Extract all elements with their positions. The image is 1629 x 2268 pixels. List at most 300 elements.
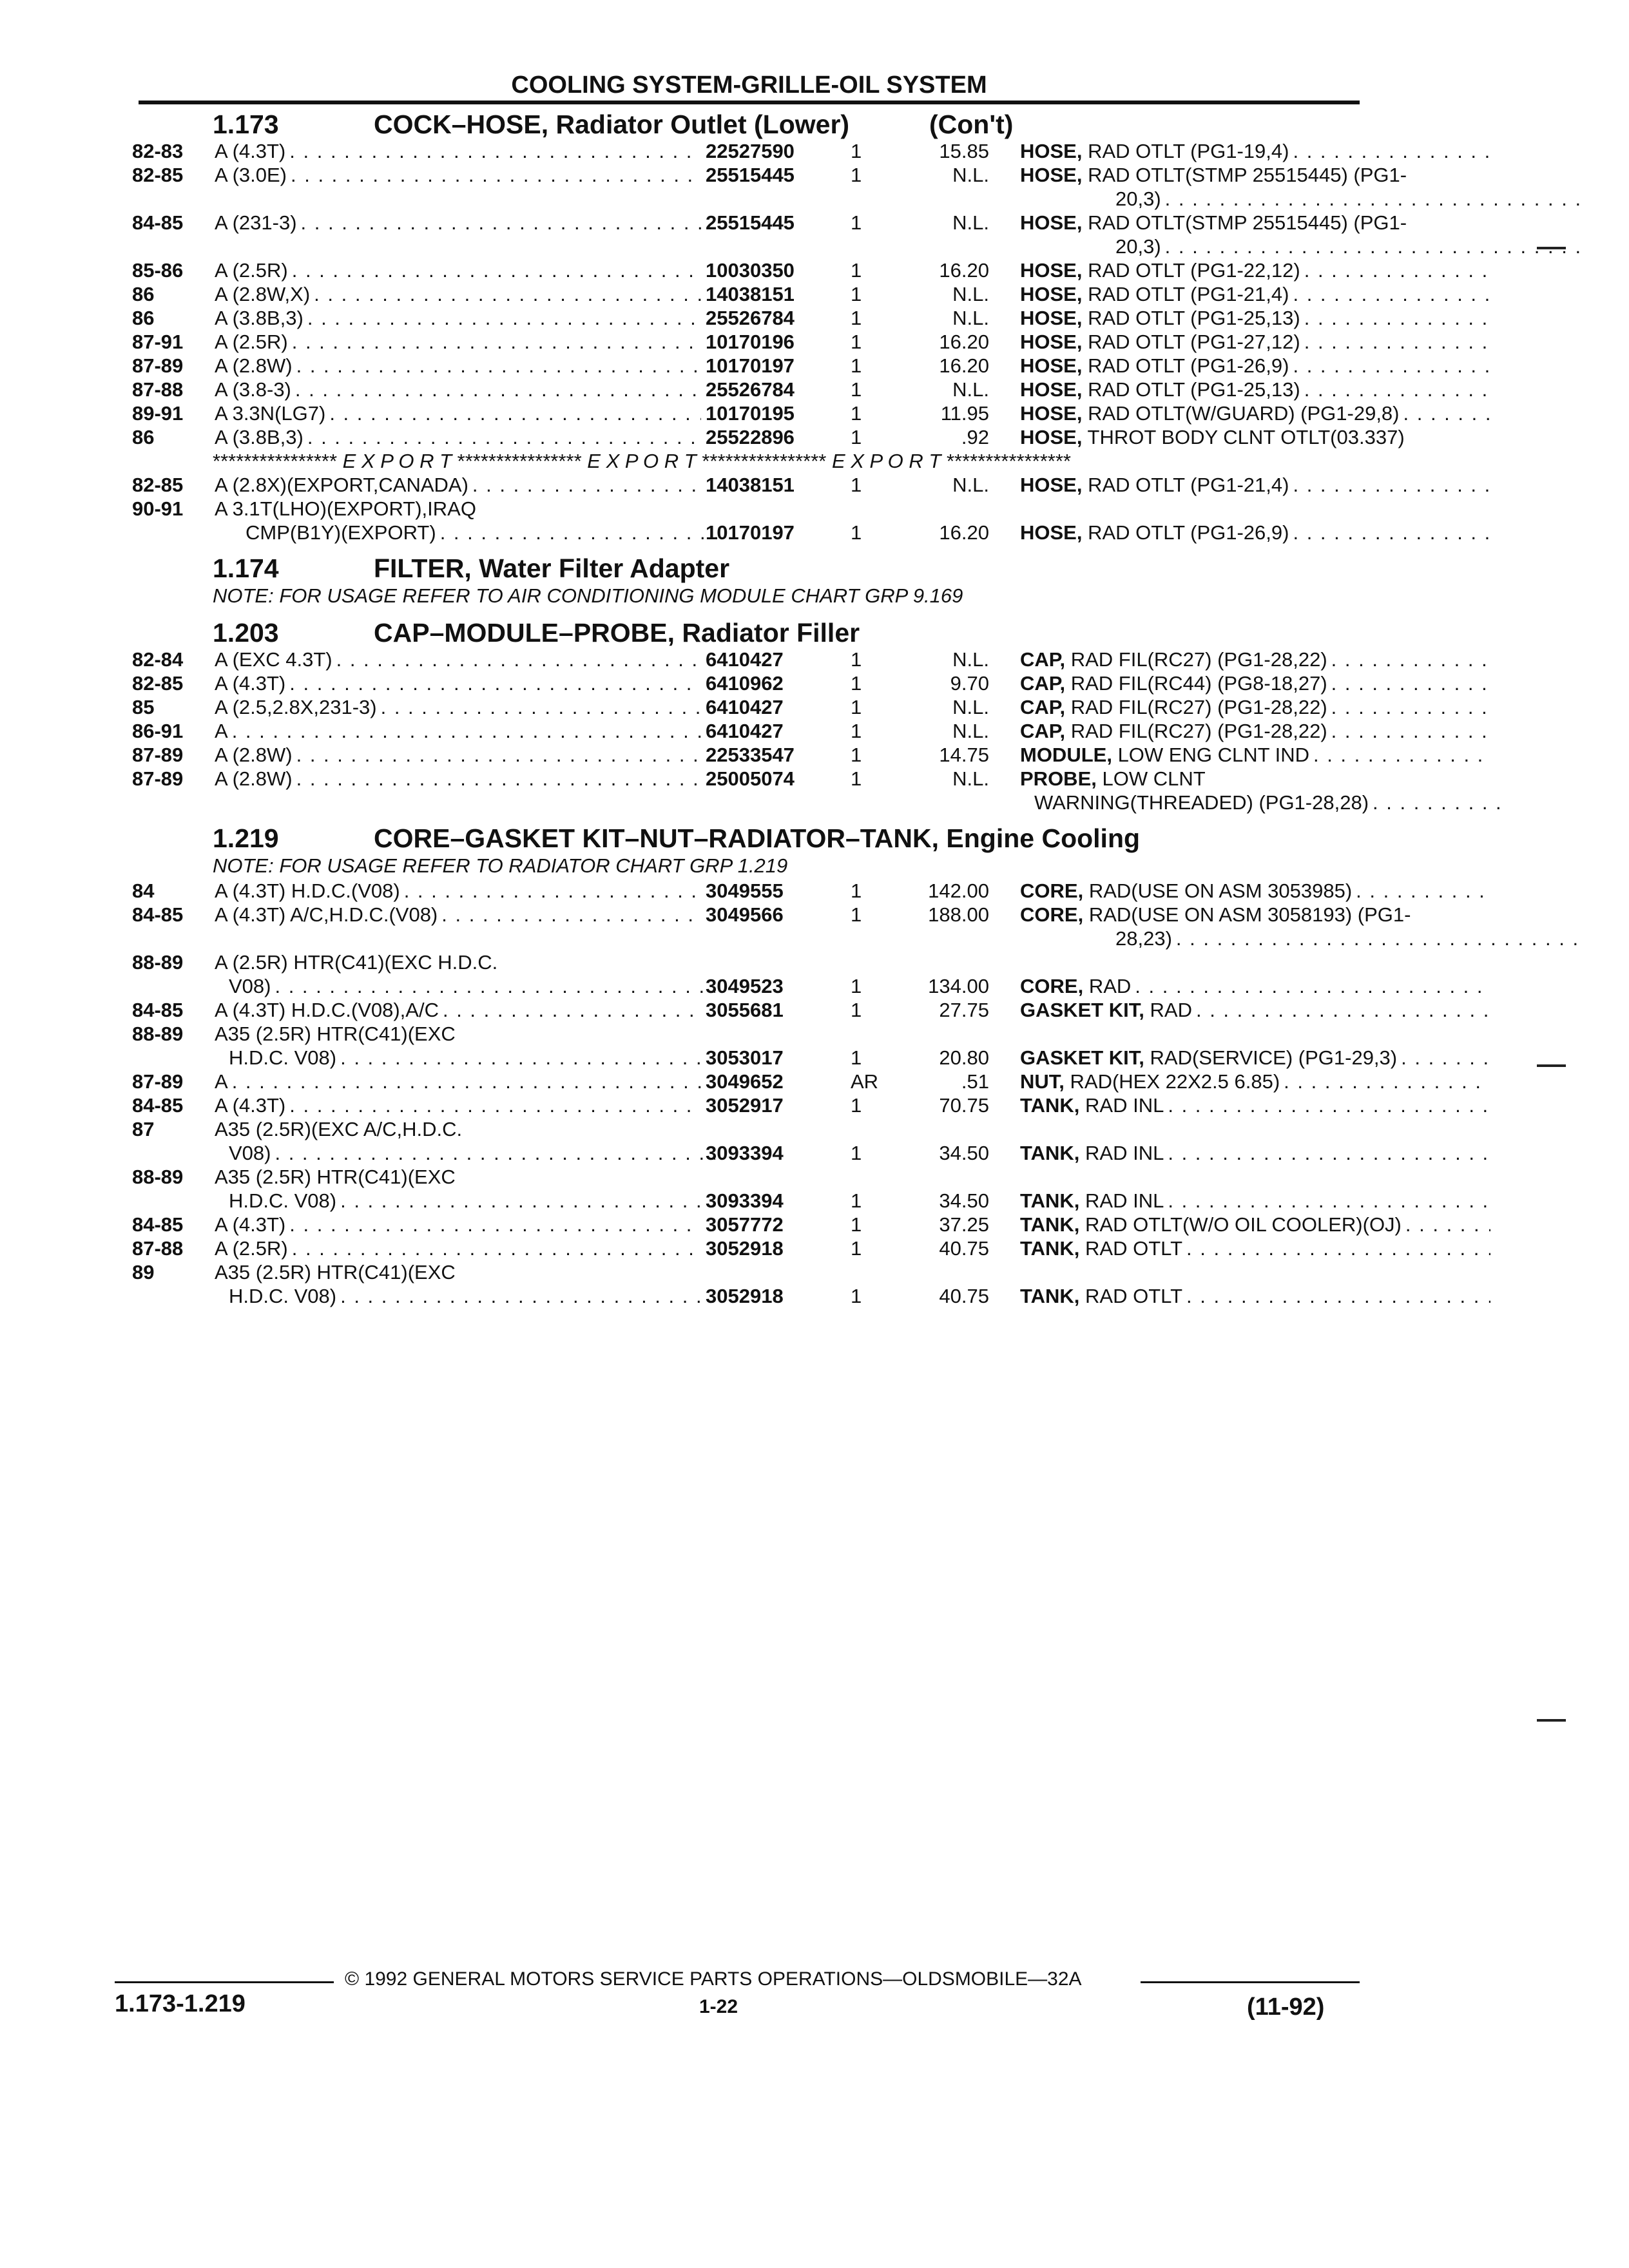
part-name (1020, 354, 1490, 378)
part-noun: CORE, (1020, 879, 1084, 902)
price: 16.20 (939, 331, 989, 353)
usage-line (215, 879, 701, 903)
part-name-line (1020, 235, 1586, 258)
leader-dots (1405, 1213, 1490, 1236)
price: 134.00 (928, 975, 989, 997)
part-name (1020, 998, 1490, 1022)
part-name (1020, 282, 1490, 306)
part-name-line (1020, 648, 1490, 671)
part-detail: RAD OTLT (PG1-21,4) (1088, 283, 1289, 305)
part-name-text (1020, 473, 1289, 497)
part-number: 3053017 (706, 1046, 784, 1069)
part-number: 25526784 (706, 378, 795, 401)
price: 15.85 (939, 140, 989, 162)
usage-text: A35 (2.5R) HTR(C41)(EXC (215, 1166, 456, 1188)
usage-text: A (4.3T) (215, 140, 286, 162)
model-years: 84 (132, 879, 155, 902)
part-name (1020, 743, 1490, 767)
usage-line (215, 1284, 715, 1308)
part-noun: HOSE, (1020, 354, 1083, 377)
leader-dots (1403, 401, 1491, 425)
leader-dots (1168, 1189, 1490, 1213)
leader-dots (1331, 695, 1490, 719)
part-detail: RAD OTLT(W/GUARD) (PG1-29,8) (1088, 402, 1400, 425)
quantity: 1 (851, 283, 862, 305)
part-number: 25515445 (706, 211, 795, 234)
section-number: 1.203 (213, 618, 279, 648)
part-name-text (1020, 282, 1289, 306)
part-name-line (1020, 187, 1586, 211)
part-detail: RAD OTLT (PG1-26,9) (1088, 521, 1289, 544)
leader-dots (340, 1046, 715, 1070)
leader-dots (1293, 473, 1490, 497)
usage-line (215, 1260, 701, 1284)
usage-description (215, 903, 701, 927)
part-number: 10170196 (706, 331, 795, 353)
part-name-text (1020, 1141, 1164, 1165)
model-years: 87-89 (132, 767, 184, 790)
quantity: 1 (851, 648, 862, 671)
quantity: 1 (851, 1046, 862, 1069)
part-name (1020, 767, 1490, 814)
usage-note: NOTE: FOR USAGE REFER TO AIR CONDITIONING MODULE CHART GRP 9.169 (213, 584, 963, 607)
price: 142.00 (928, 879, 989, 902)
usage-text: A (215, 720, 228, 742)
leader-dots (307, 306, 701, 330)
model-years: 84-85 (132, 1094, 184, 1117)
part-noun: HOSE, (1020, 474, 1083, 496)
part-number: 3093394 (706, 1142, 784, 1164)
usage-description (215, 282, 701, 306)
part-detail: RAD FIL(RC27) (PG1-28,22) (1070, 648, 1327, 671)
usage-description (215, 695, 701, 719)
part-name-text (1020, 1284, 1182, 1308)
part-name-line (1020, 903, 1490, 927)
price: .51 (961, 1070, 989, 1093)
quantity: 1 (851, 474, 862, 496)
part-name-text (1020, 1070, 1280, 1093)
quantity: 1 (851, 1189, 862, 1212)
part-name-line (1020, 695, 1490, 719)
quantity: 1 (851, 378, 862, 401)
leader-dots (1304, 330, 1490, 354)
usage-description (215, 211, 701, 235)
part-number: 3049555 (706, 879, 784, 902)
model-years: 84-85 (132, 999, 184, 1021)
usage-description (215, 139, 701, 163)
leader-dots (292, 1236, 701, 1260)
price: N.L. (952, 283, 989, 305)
usage-description (215, 671, 701, 695)
part-name-line (1020, 791, 1505, 814)
usage-description (215, 1070, 701, 1093)
leader-dots (1331, 671, 1490, 695)
usage-text: A35 (2.5R)(EXC A/C,H.D.C. (215, 1118, 463, 1140)
part-name-line (1020, 998, 1490, 1022)
part-name-line (1020, 1213, 1490, 1236)
usage-text: A35 (2.5R) HTR(C41)(EXC (215, 1023, 456, 1045)
usage-line (215, 211, 701, 235)
price: 34.50 (939, 1142, 989, 1164)
model-years: 88-89 (132, 1166, 184, 1188)
price: N.L. (952, 164, 989, 186)
part-name-text (1020, 719, 1327, 743)
quantity: 1 (851, 331, 862, 353)
part-number: 25526784 (706, 307, 795, 329)
leader-dots (1304, 258, 1490, 282)
model-years: 87-89 (132, 1070, 184, 1093)
price: 9.70 (950, 672, 989, 695)
leader-dots (289, 671, 701, 695)
leader-dots (1186, 1284, 1490, 1308)
part-name-text (1020, 1093, 1164, 1117)
quantity: 1 (851, 1285, 862, 1307)
section-title: COCK–HOSE, Radiator Outlet (Lower) (374, 110, 850, 139)
model-years: 87-88 (132, 378, 184, 401)
quantity: 1 (851, 402, 862, 425)
model-years: 86 (132, 307, 155, 329)
footer-rule-left (115, 1981, 334, 1983)
part-name-text (1020, 974, 1131, 998)
leader-dots (295, 378, 701, 401)
leader-dots (440, 521, 732, 544)
leader-dots (1284, 1070, 1490, 1093)
part-name-line (1020, 1284, 1490, 1308)
model-years: 87-91 (132, 331, 184, 353)
price: 188.00 (928, 903, 989, 926)
part-name-line (1020, 743, 1490, 767)
part-number: 22533547 (706, 744, 795, 766)
part-name-line (1020, 1046, 1490, 1070)
usage-line (215, 521, 732, 544)
model-years: 82-85 (132, 474, 184, 496)
part-noun: HOSE, (1020, 211, 1083, 234)
part-name-text (1020, 1046, 1397, 1070)
part-number: 14038151 (706, 283, 795, 305)
part-detail: RAD INL (1085, 1189, 1164, 1212)
part-noun: HOSE, (1020, 140, 1083, 162)
part-number: 10030350 (706, 259, 795, 282)
leader-dots (301, 211, 701, 235)
leader-dots (443, 998, 701, 1022)
leader-dots (1293, 521, 1490, 544)
usage-text: A (EXC 4.3T) (215, 648, 333, 671)
usage-description (215, 306, 701, 330)
price: 70.75 (939, 1094, 989, 1117)
leader-dots (289, 1213, 701, 1236)
part-noun: TANK, (1020, 1237, 1080, 1260)
section-title: CORE–GASKET KIT–NUT–RADIATOR–TANK, Engine Cooling (374, 823, 1141, 853)
usage-description (215, 767, 701, 791)
part-name-line (1020, 401, 1490, 425)
leader-dots (1373, 791, 1505, 814)
price: N.L. (952, 767, 989, 790)
usage-description (215, 401, 701, 425)
usage-description (215, 258, 701, 282)
usage-description (215, 1117, 701, 1165)
usage-text: V08) (229, 1142, 271, 1164)
part-noun: CORE, (1020, 903, 1084, 926)
part-detail: RAD INL (1085, 1094, 1164, 1117)
usage-line (215, 425, 701, 449)
part-name (1020, 648, 1490, 671)
part-number: 3057772 (706, 1213, 784, 1236)
usage-text: A (4.3T) (215, 672, 286, 695)
usage-description (215, 743, 701, 767)
quantity: 1 (851, 426, 862, 448)
usage-line (215, 330, 701, 354)
quantity: 1 (851, 1094, 862, 1117)
leader-dots (296, 354, 701, 378)
quantity: 1 (851, 879, 862, 902)
part-noun: HOSE, (1020, 259, 1083, 282)
usage-description (215, 330, 701, 354)
usage-line (215, 258, 701, 282)
revision-date: (11-92) (1247, 1994, 1325, 2021)
model-years: 88-89 (132, 951, 184, 974)
part-noun: HOSE, (1020, 402, 1083, 425)
usage-line (215, 767, 701, 791)
leader-dots (289, 139, 701, 163)
price: 11.95 (940, 402, 989, 425)
part-detail: LOW CLNT (1102, 767, 1206, 790)
leader-dots (275, 1141, 715, 1165)
part-name-line (1020, 1189, 1490, 1213)
price: N.L. (952, 378, 989, 401)
part-noun: HOSE, (1020, 426, 1083, 448)
leader-dots (1176, 927, 1586, 950)
part-name (1020, 401, 1490, 425)
leader-dots (1331, 719, 1490, 743)
leader-dots (1293, 139, 1490, 163)
part-detail: RAD OTLT (PG1-21,4) (1088, 474, 1289, 496)
part-number: 6410427 (706, 648, 784, 671)
usage-text: A (4.3T) H.D.C.(V08),A/C (215, 999, 439, 1021)
usage-text: A (2.5R) (215, 1237, 288, 1260)
usage-description (215, 497, 701, 544)
usage-description (215, 473, 701, 497)
part-name-line (1020, 473, 1490, 497)
part-noun: CAP, (1020, 672, 1066, 695)
leader-dots (1304, 306, 1490, 330)
part-name (1020, 1141, 1490, 1165)
usage-description (215, 879, 701, 903)
model-years: 88-89 (132, 1023, 184, 1045)
leader-dots (1313, 743, 1490, 767)
part-number: 10170195 (706, 402, 795, 425)
usage-text: A (2.5R) (215, 259, 288, 282)
part-number: 6410962 (706, 672, 784, 695)
usage-line (215, 1189, 715, 1213)
part-name-text (1020, 1189, 1164, 1213)
usage-text: A (2.8X)(EXPORT,CANADA) (215, 474, 468, 496)
margin-tick (1537, 1064, 1566, 1067)
quantity: 1 (851, 672, 862, 695)
usage-description (215, 648, 701, 671)
part-name-text (1020, 903, 1411, 927)
part-name (1020, 1284, 1490, 1308)
part-name (1020, 1093, 1490, 1117)
model-years: 85 (132, 696, 155, 718)
leader-dots (275, 974, 715, 998)
part-noun: TANK, (1020, 1285, 1080, 1307)
usage-text: A (4.3T) H.D.C.(V08) (215, 879, 400, 902)
usage-line (215, 163, 701, 187)
part-detail: RAD(USE ON ASM 3053985) (1088, 879, 1353, 902)
price: 27.75 (939, 999, 989, 1021)
part-name-text (1020, 767, 1206, 791)
usage-line (215, 401, 701, 425)
usage-line (215, 354, 701, 378)
usage-line (215, 671, 701, 695)
usage-description (215, 1165, 701, 1213)
part-name (1020, 425, 1490, 449)
leader-dots (1401, 1046, 1490, 1070)
usage-text: V08) (229, 975, 271, 997)
usage-line (215, 1213, 701, 1236)
part-name-text (1020, 139, 1289, 163)
usage-line (215, 282, 701, 306)
part-noun: HOSE, (1020, 283, 1083, 305)
usage-text: A (2.8W) (215, 354, 293, 377)
part-name-text (1020, 998, 1192, 1022)
part-name (1020, 378, 1490, 401)
usage-description (215, 1236, 701, 1260)
usage-text: A 3.1T(LHO)(EXPORT),IRAQ (215, 497, 476, 520)
quantity: 1 (851, 259, 862, 282)
usage-line (215, 903, 701, 927)
export-label: E X P O R T (831, 450, 941, 472)
part-name (1020, 139, 1490, 163)
price: N.L. (952, 696, 989, 718)
usage-line (215, 1165, 701, 1189)
part-name (1020, 473, 1490, 497)
model-years: 87-88 (132, 1237, 184, 1260)
quantity: 1 (851, 164, 862, 186)
part-detail: RAD INL (1085, 1142, 1164, 1164)
section-title: CAP–MODULE–PROBE, Radiator Filler (374, 618, 860, 648)
quantity: 1 (851, 354, 862, 377)
usage-text: CMP(B1Y)(EXPORT) (246, 521, 436, 544)
quantity: 1 (851, 307, 862, 329)
leader-dots (1168, 1093, 1490, 1117)
part-name-text (1020, 1236, 1182, 1260)
usage-text: A (2.8W) (215, 744, 293, 766)
leader-dots (292, 330, 701, 354)
usage-line (215, 743, 701, 767)
part-name-text (1020, 879, 1352, 903)
part-detail: RAD OTLT (PG1-26,9) (1088, 354, 1289, 377)
leader-dots (232, 719, 701, 743)
part-number: 3049566 (706, 903, 784, 926)
part-number: 6410427 (706, 720, 784, 742)
part-noun: HOSE, (1020, 331, 1083, 353)
part-name (1020, 1189, 1490, 1213)
model-years: 86 (132, 283, 155, 305)
model-years: 82-83 (132, 140, 184, 162)
part-name (1020, 521, 1490, 544)
price: 16.20 (939, 354, 989, 377)
leader-dots (1135, 974, 1490, 998)
part-name-text: 20,3) (1115, 187, 1161, 210)
part-detail: RAD OTLT (PG1-19,4) (1088, 140, 1289, 162)
part-detail: RAD OTLT (1085, 1285, 1183, 1307)
leader-dots (314, 282, 701, 306)
price: 37.25 (939, 1213, 989, 1236)
usage-text: A35 (2.5R) HTR(C41)(EXC (215, 1261, 456, 1283)
part-name-text (1020, 695, 1327, 719)
leader-dots (1168, 1141, 1490, 1165)
usage-line (215, 974, 715, 998)
usage-description (215, 1260, 701, 1308)
model-years: 87-89 (132, 354, 184, 377)
part-noun: MODULE, (1020, 744, 1112, 766)
price: N.L. (952, 307, 989, 329)
part-name (1020, 671, 1490, 695)
part-name-text: WARNING(THREADED) (PG1-28,28) (1034, 791, 1369, 814)
part-noun: CAP, (1020, 696, 1066, 718)
part-name (1020, 1070, 1490, 1093)
part-detail: RAD(HEX 22X2.5 6.85) (1070, 1070, 1280, 1093)
part-name-line (1020, 258, 1490, 282)
price: N.L. (952, 474, 989, 496)
part-detail: RAD OTLT(STMP 25515445) (PG1- (1088, 164, 1407, 186)
part-number: 3052918 (706, 1285, 784, 1307)
price: N.L. (952, 720, 989, 742)
part-number: 14038151 (706, 474, 795, 496)
part-name-text (1020, 306, 1300, 330)
leader-dots (296, 743, 701, 767)
part-name-line (1020, 1236, 1490, 1260)
usage-description (215, 1093, 701, 1117)
part-detail: RAD FIL(RC44) (PG8-18,27) (1070, 672, 1327, 695)
model-years: 82-84 (132, 648, 184, 671)
leader-dots (1304, 378, 1490, 401)
leader-dots (1165, 187, 1586, 211)
usage-line (215, 1046, 715, 1070)
usage-line (215, 1093, 701, 1117)
quantity: 1 (851, 720, 862, 742)
part-detail: RAD OTLT(STMP 25515445) (PG1- (1088, 211, 1407, 234)
usage-text: A (2.5,2.8X,231-3) (215, 696, 377, 718)
export-label: E X P O R T (587, 450, 697, 472)
price: 16.20 (939, 259, 989, 282)
part-name-line (1020, 1093, 1490, 1117)
leader-dots (292, 258, 701, 282)
leader-dots (340, 1189, 715, 1213)
usage-line (215, 1141, 715, 1165)
usage-text: A (3.8-3) (215, 378, 291, 401)
part-number: 10170197 (706, 354, 795, 377)
leader-dots (1331, 648, 1490, 671)
usage-text: A (3.8B,3) (215, 426, 304, 448)
part-number: 22527590 (706, 140, 795, 162)
leader-dots (296, 767, 701, 791)
part-name (1020, 974, 1490, 998)
leader-dots (329, 401, 701, 425)
leader-dots (289, 1093, 701, 1117)
quantity: 1 (851, 211, 862, 234)
part-noun: TANK, (1020, 1142, 1080, 1164)
leader-dots (441, 903, 701, 927)
leader-dots (1165, 235, 1586, 258)
part-noun: HOSE, (1020, 378, 1083, 401)
price: N.L. (952, 648, 989, 671)
leader-dots (307, 425, 701, 449)
leader-dots (381, 695, 701, 719)
part-name-text (1020, 648, 1327, 671)
leader-dots (472, 473, 701, 497)
